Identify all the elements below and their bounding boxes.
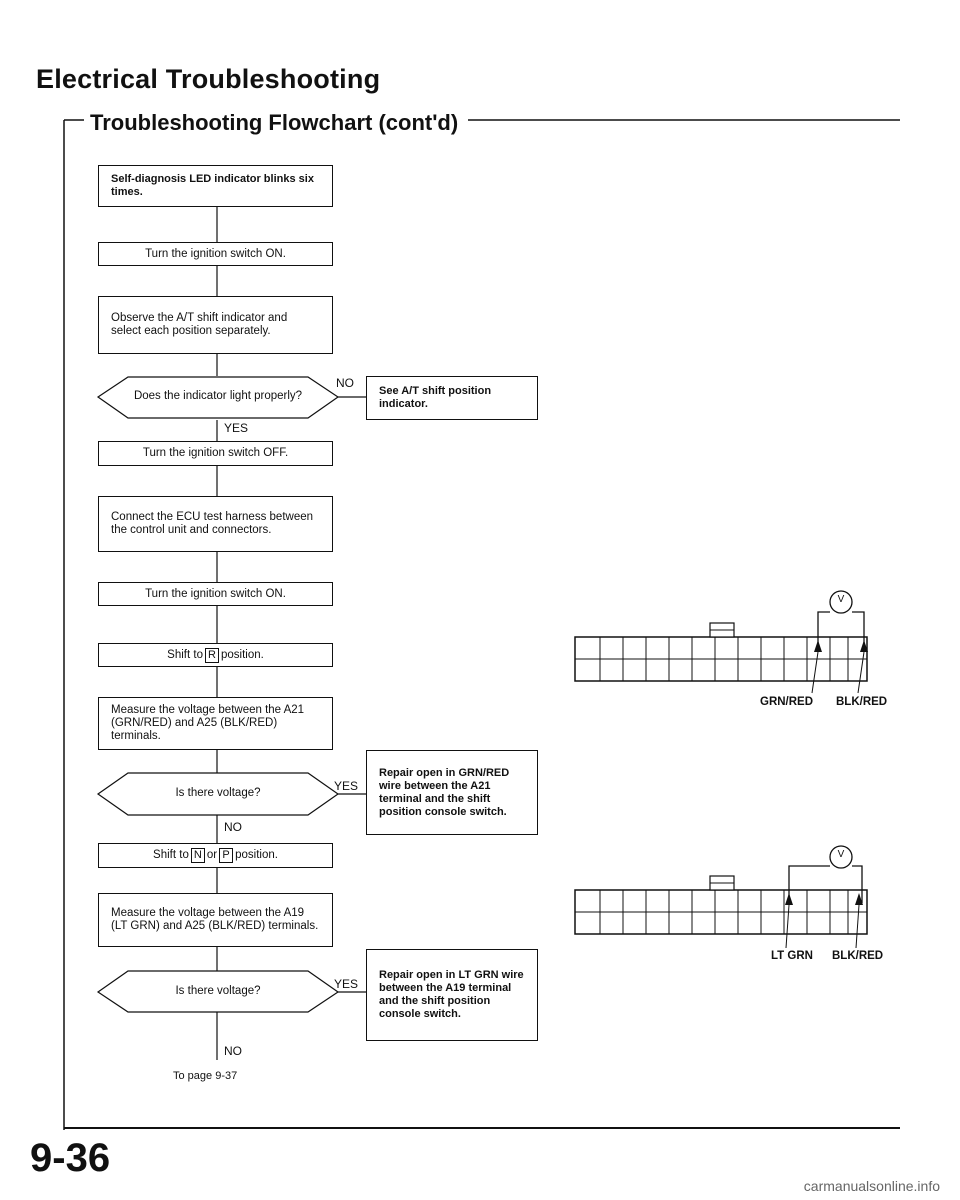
step-measure-a19-text: Measure the voltage between the A19 (LT GRN) and A25 (BLK/RED) terminals. xyxy=(111,907,319,932)
result-see-shift-indicator-text: See A/T shift position indicator. xyxy=(379,385,492,410)
decision-voltage-2: Is there voltage? xyxy=(175,985,261,997)
decision3-no-label: NO xyxy=(224,1044,242,1058)
result-repair-lt-grn xyxy=(366,949,538,1041)
decision-voltage-1: Is there voltage? xyxy=(175,787,261,799)
result-repair-grn-red xyxy=(366,750,538,835)
shift-key-n: N xyxy=(191,848,205,863)
voltmeter-icon-2: V xyxy=(837,849,845,860)
step-observe-indicator xyxy=(98,296,333,354)
wire-label-lt-grn: LT GRN xyxy=(771,950,813,962)
watermark: carmanualsonline.info xyxy=(803,1178,940,1194)
result-see-shift-indicator xyxy=(366,376,538,420)
page-number: 9-36 xyxy=(30,1136,111,1180)
step-shift-to-n-p xyxy=(98,843,333,868)
decision1-no-label: NO xyxy=(336,376,354,390)
to-next-page: To page 9-37 xyxy=(173,1070,238,1082)
step-led-blinks-text: Self-diagnosis LED indicator blinks six times. xyxy=(111,173,314,198)
shift-np-mid: or xyxy=(206,849,218,861)
decision1-yes-label: YES xyxy=(224,421,249,435)
page-subtitle: Troubleshooting Flowchart (cont'd) xyxy=(90,110,459,135)
step-ignition-off xyxy=(98,441,333,466)
decision2-no-label: NO xyxy=(224,820,242,834)
shift-np-post: position. xyxy=(235,849,278,861)
step-ignition-off-text: Turn the ignition switch OFF. xyxy=(142,447,289,459)
step-led-blinks xyxy=(98,165,333,207)
page-title: Electrical Troubleshooting xyxy=(36,64,381,94)
connector-diagram-a19 xyxy=(575,846,867,948)
step-ignition-on-2-text: Turn the ignition switch ON. xyxy=(145,587,286,600)
decision-indicator-light: Does the indicator light properly? xyxy=(133,390,303,402)
decision2-yes-label: YES xyxy=(334,779,359,793)
result-repair-grn-red-text: Repair open in GRN/RED wire between the A21 terminal and the shift position console switch. xyxy=(379,766,510,818)
wire-label-grn-red: GRN/RED xyxy=(760,696,814,708)
step-connect-harness xyxy=(98,496,333,552)
step-ignition-on-2 xyxy=(98,582,333,606)
connector-diagram-a21 xyxy=(575,591,868,693)
result-repair-lt-grn-text: Repair open in LT GRN wire between the A19 terminal and the shift position console switch. xyxy=(379,969,524,1020)
step-shift-to-r xyxy=(98,643,333,667)
shift-np-pre: Shift to xyxy=(153,849,189,861)
decision3-yes-label: YES xyxy=(334,977,359,991)
shift-r-post: position. xyxy=(220,648,264,661)
shift-r-pre: Shift to xyxy=(167,648,203,661)
shift-key-p: P xyxy=(219,848,233,863)
step-measure-a21-text: Measure the voltage between the A21 (GRN/RED) and A25 (BLK/RED) terminals. xyxy=(111,704,305,742)
step-ignition-on-1-text: Turn the ignition switch ON. xyxy=(145,247,286,260)
wire-label-blk-red-2: BLK/RED xyxy=(832,950,884,962)
voltmeter-icon-1: V xyxy=(837,594,845,605)
step-connect-harness-text: Connect the ECU test harness between the control unit and connectors. xyxy=(111,511,314,536)
step-ignition-on-1 xyxy=(98,242,333,266)
shift-key-r: R xyxy=(205,648,219,663)
wire-label-blk-red-1: BLK/RED xyxy=(836,696,888,708)
step-measure-a21 xyxy=(98,697,333,750)
step-measure-a19 xyxy=(98,893,333,947)
step-observe-indicator-text: Observe the A/T shift indicator and select each position separately. xyxy=(111,312,288,337)
